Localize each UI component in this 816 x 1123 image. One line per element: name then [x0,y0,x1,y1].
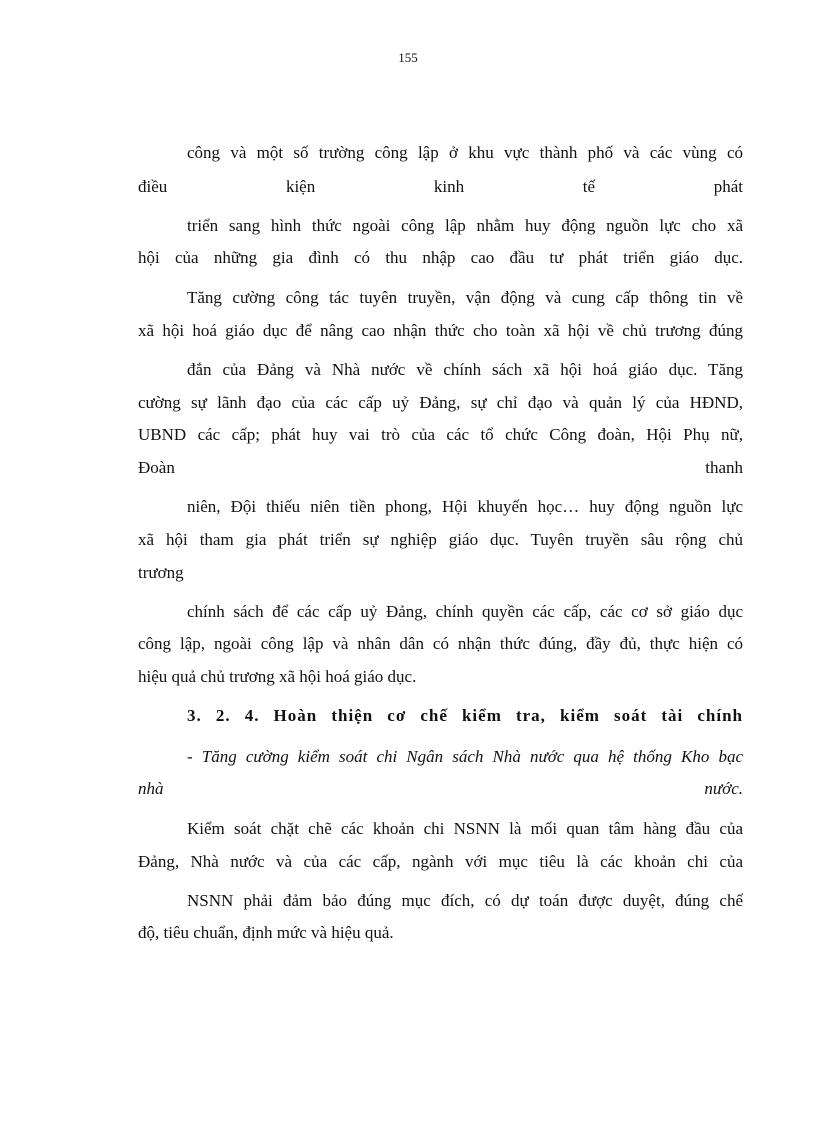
text-line-23: độ, tiêu chuẩn, định mức và hiệu quả. [138,923,394,942]
text-line-22: NSNN phải đảm bảo đúng mục đích, có dự toán được duyệt, đúng chế [187,891,743,910]
text-line-19: nhà nước. [138,779,743,798]
text-line-14: chính sách để các cấp uỷ Đảng, chính quyền các cấp, các cơ sở giáo dục [187,602,743,621]
section-heading: 3. 2. 4. Hoàn thiện cơ chế kiểm tra, kiểm soát tài chính [187,706,743,725]
text-line-10: Đoàn thanh [138,458,743,477]
text-line-13: trương [138,563,184,582]
text-line-16: hiệu quả chủ trương xã hội hoá giáo dục. [138,667,417,686]
text-line-1: công và một số trường công lập ở khu vực thành phố và các vùng có [187,143,743,162]
text-line-11: niên, Đội thiếu niên tiền phong, Hội khuyến học… huy động nguồn lực [187,497,743,516]
page-number: 155 [398,50,418,65]
text-line-4: hội của những gia đình có thu nhập cao đầu tư phát triển giáo dục. [138,248,743,267]
text-line-8: cường sự lãnh đạo của các cấp uỷ Đảng, sự chỉ đạo và quản lý của HĐND, [138,393,743,412]
text-line-18: - Tăng cường kiểm soát chi Ngân sách Nhà nước qua hệ thống Kho bạc [187,747,743,766]
text-line-15: công lập, ngoài công lập và nhân dân có nhận thức đúng, đầy đủ, thực hiện có [138,634,743,653]
text-line-7: đắn của Đảng và Nhà nước về chính sách xã hội hoá giáo dục. Tăng [187,360,743,379]
text-line-6: xã hội hoá giáo dục để nâng cao nhận thức cho toàn xã hội về chủ trương đúng [138,321,743,340]
text-line-20: Kiểm soát chặt chẽ các khoản chi NSNN là mối quan tâm hàng đầu của [187,819,743,838]
text-line-2: điều kiện kinh tế phát [138,177,743,196]
text-line-12: xã hội tham gia phát triển sự nghiệp giáo dục. Tuyên truyền sâu rộng chủ [138,530,743,549]
text-line-5: Tăng cường công tác tuyên truyền, vận động và cung cấp thông tin về [187,288,743,307]
text-line-9: UBND các cấp; phát huy vai trò của các tổ chức Công đoàn, Hội Phụ nữ, [138,425,743,444]
text-line-3: triển sang hình thức ngoài công lập nhằm huy động nguồn lực cho xã [187,216,743,235]
text-line-21: Đảng, Nhà nước và của các cấp, ngành với mục tiêu là các khoản chi của [138,852,743,871]
